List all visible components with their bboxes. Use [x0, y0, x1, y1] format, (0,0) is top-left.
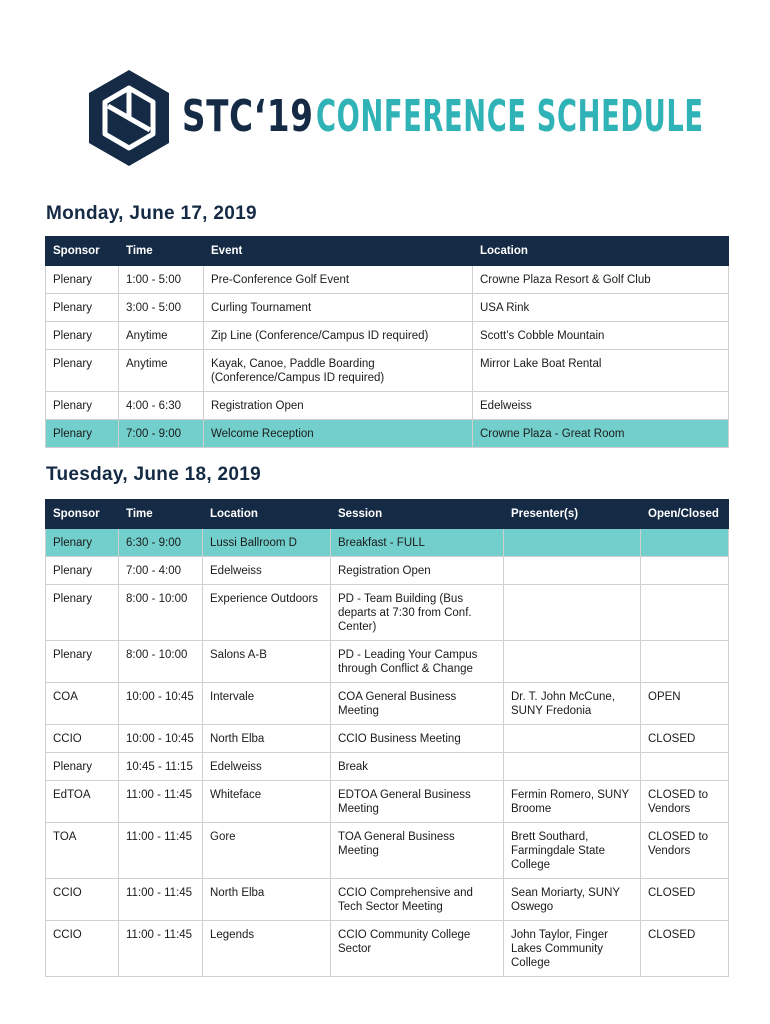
tuesday-heading: Tuesday, June 18, 2019: [46, 464, 262, 485]
table-row: [46, 557, 729, 585]
location-cell: Mirror Lake Boat Rental: [473, 350, 729, 392]
location-cell: Salons A-B: [203, 641, 331, 683]
table-row: [46, 294, 729, 322]
sponsor-cell: Plenary: [46, 392, 119, 420]
location-cell: North Elba: [203, 725, 331, 753]
sponsor-cell: COA: [46, 683, 119, 725]
status-cell: [641, 557, 729, 585]
time-cell: 10:45 - 11:15: [119, 753, 203, 781]
column-header: Open/Closed: [641, 500, 729, 529]
presenter-cell: [504, 641, 641, 683]
status-cell: CLOSED: [641, 921, 729, 977]
table-row: [46, 823, 729, 879]
status-cell: CLOSED: [641, 879, 729, 921]
table-row: [46, 781, 729, 823]
sponsor-cell: Plenary: [46, 294, 119, 322]
session-cell: CCIO Comprehensive and Tech Sector Meeting: [331, 879, 504, 921]
session-cell: Registration Open: [331, 557, 504, 585]
sponsor-cell: Plenary: [46, 753, 119, 781]
session-cell: Break: [331, 753, 504, 781]
time-cell: 4:00 - 6:30: [119, 392, 204, 420]
status-cell: CLOSED to Vendors: [641, 823, 729, 879]
time-cell: 11:00 - 11:45: [119, 781, 203, 823]
session-cell: PD - Team Building (Bus departs at 7:30 from Conf. Center): [331, 585, 504, 641]
presenter-cell: Sean Moriarty, SUNY Oswego: [504, 879, 641, 921]
time-cell: Anytime: [119, 350, 204, 392]
location-cell: North Elba: [203, 879, 331, 921]
table-row: [46, 266, 729, 294]
status-cell: CLOSED to Vendors: [641, 781, 729, 823]
presenter-cell: Brett Southard, Farmingdale State College: [504, 823, 641, 879]
sponsor-cell: Plenary: [46, 585, 119, 641]
table-row-highlighted: [46, 529, 729, 557]
column-header: Sponsor: [46, 500, 119, 529]
presenter-cell: [504, 557, 641, 585]
column-header: Sponsor: [46, 237, 119, 266]
sponsor-cell: Plenary: [46, 529, 119, 557]
presenter-cell: John Taylor, Finger Lakes Community College: [504, 921, 641, 977]
sponsor-cell: CCIO: [46, 879, 119, 921]
time-cell: 10:00 - 10:45: [119, 725, 203, 753]
time-cell: 8:00 - 10:00: [119, 585, 203, 641]
event-cell: Registration Open: [204, 392, 473, 420]
sponsor-cell: Plenary: [46, 266, 119, 294]
event-cell: Welcome Reception: [204, 420, 473, 448]
location-cell: Scott’s Cobble Mountain: [473, 322, 729, 350]
time-cell: 8:00 - 10:00: [119, 641, 203, 683]
session-cell: PD - Leading Your Campus through Conflict & Change: [331, 641, 504, 683]
time-cell: Anytime: [119, 322, 204, 350]
event-cell: Kayak, Canoe, Paddle Boarding (Conference/Campus ID required): [204, 350, 473, 392]
location-cell: Crowne Plaza - Great Room: [473, 420, 729, 448]
time-cell: 11:00 - 11:45: [119, 879, 203, 921]
column-header: Session: [331, 500, 504, 529]
table-header-row: [46, 237, 729, 266]
presenter-cell: [504, 529, 641, 557]
status-cell: [641, 529, 729, 557]
sponsor-cell: CCIO: [46, 921, 119, 977]
event-cell: Zip Line (Conference/Campus ID required): [204, 322, 473, 350]
location-cell: Edelweiss: [203, 557, 331, 585]
table-row: [46, 683, 729, 725]
table-row-highlighted: [46, 420, 729, 448]
table-header-row: [46, 500, 729, 529]
monday-heading: Monday, June 17, 2019: [46, 203, 257, 224]
table-row: [46, 921, 729, 977]
presenter-cell: Dr. T. John McCune, SUNY Fredonia: [504, 683, 641, 725]
session-cell: COA General Business Meeting: [331, 683, 504, 725]
monday-schedule-table: [45, 236, 729, 448]
event-cell: Pre-Conference Golf Event: [204, 266, 473, 294]
session-cell: CCIO Business Meeting: [331, 725, 504, 753]
status-cell: [641, 641, 729, 683]
session-cell: CCIO Community College Sector: [331, 921, 504, 977]
session-cell: TOA General Business Meeting: [331, 823, 504, 879]
presenter-cell: [504, 725, 641, 753]
location-cell: Crowne Plaza Resort & Golf Club: [473, 266, 729, 294]
presenter-cell: [504, 753, 641, 781]
time-cell: 11:00 - 11:45: [119, 921, 203, 977]
session-cell: EDTOA General Business Meeting: [331, 781, 504, 823]
location-cell: Legends: [203, 921, 331, 977]
time-cell: 1:00 - 5:00: [119, 266, 204, 294]
sponsor-cell: Plenary: [46, 350, 119, 392]
sponsor-cell: Plenary: [46, 557, 119, 585]
location-cell: Edelweiss: [203, 753, 331, 781]
page-header: [86, 68, 706, 170]
sponsor-cell: Plenary: [46, 322, 119, 350]
status-cell: [641, 753, 729, 781]
time-cell: 3:00 - 5:00: [119, 294, 204, 322]
presenter-cell: Fermin Romero, SUNY Broome: [504, 781, 641, 823]
title-conference-schedule: CONFERENCE SCHEDULE: [316, 91, 704, 142]
location-cell: Gore: [203, 823, 331, 879]
table-row: [46, 322, 729, 350]
column-header: Location: [203, 500, 331, 529]
time-cell: 11:00 - 11:45: [119, 823, 203, 879]
location-cell: Whiteface: [203, 781, 331, 823]
tuesday-schedule-table: [45, 499, 729, 977]
status-cell: OPEN: [641, 683, 729, 725]
time-cell: 6:30 - 9:00: [119, 529, 203, 557]
sponsor-cell: EdTOA: [46, 781, 119, 823]
column-header: Time: [119, 237, 204, 266]
sponsor-cell: Plenary: [46, 641, 119, 683]
table-row: [46, 725, 729, 753]
time-cell: 7:00 - 4:00: [119, 557, 203, 585]
location-cell: Lussi Ballroom D: [203, 529, 331, 557]
status-cell: [641, 585, 729, 641]
column-header: Time: [119, 500, 203, 529]
column-header: Event: [204, 237, 473, 266]
sponsor-cell: TOA: [46, 823, 119, 879]
stc-logo-icon: [86, 68, 172, 168]
table-row: [46, 641, 729, 683]
table-row: [46, 350, 729, 392]
table-row: [46, 585, 729, 641]
session-cell: Breakfast - FULL: [331, 529, 504, 557]
sponsor-cell: CCIO: [46, 725, 119, 753]
presenter-cell: [504, 585, 641, 641]
time-cell: 7:00 - 9:00: [119, 420, 204, 448]
table-row: [46, 879, 729, 921]
status-cell: CLOSED: [641, 725, 729, 753]
location-cell: Experience Outdoors: [203, 585, 331, 641]
table-row: [46, 753, 729, 781]
time-cell: 10:00 - 10:45: [119, 683, 203, 725]
sponsor-cell: Plenary: [46, 420, 119, 448]
event-cell: Curling Tournament: [204, 294, 473, 322]
location-cell: Edelweiss: [473, 392, 729, 420]
location-cell: Intervale: [203, 683, 331, 725]
column-header: Location: [473, 237, 729, 266]
table-row: [46, 392, 729, 420]
title-stc: STC‘19: [182, 91, 314, 142]
location-cell: USA Rink: [473, 294, 729, 322]
column-header: Presenter(s): [504, 500, 641, 529]
